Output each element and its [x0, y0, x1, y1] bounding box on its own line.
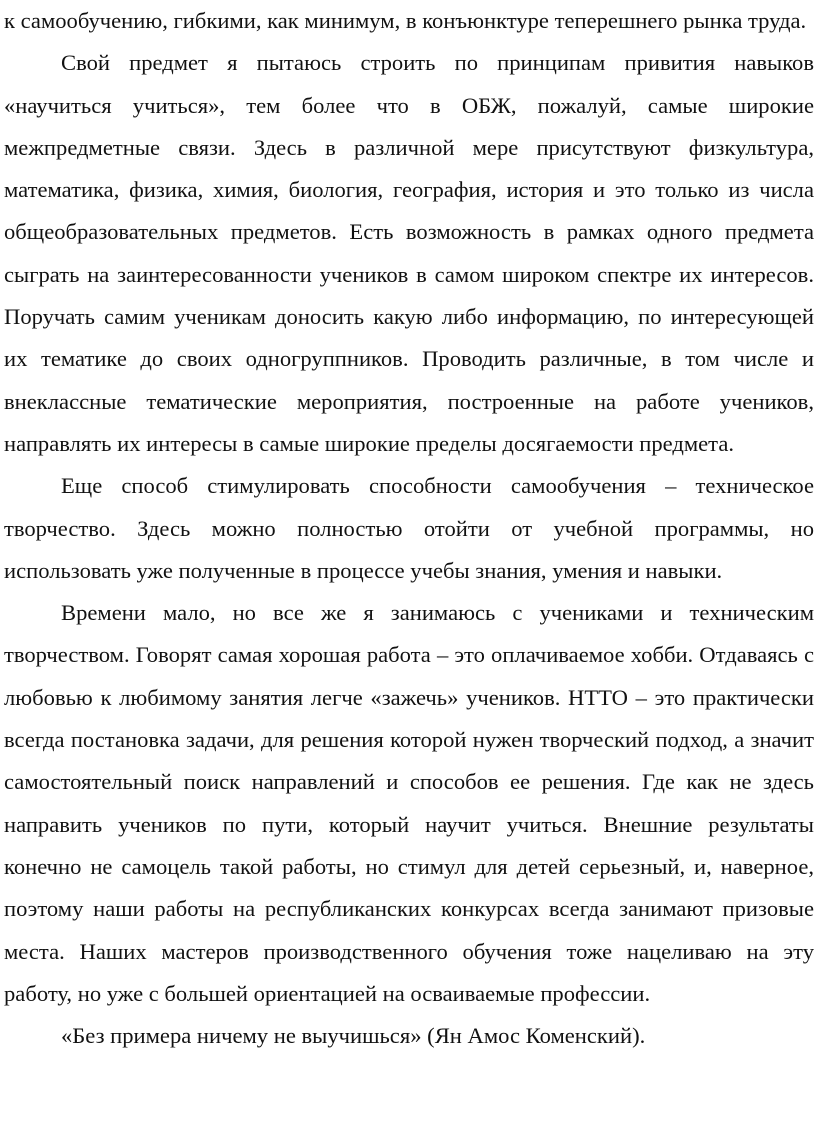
paragraph-continuation: к самообучению, гибкими, как минимум, в конъюнктуре теперешнего рынка труда.: [4, 8, 807, 33]
paragraph-quote: «Без примера ничему не выучишься» (Ян Амос Коменский).: [61, 1023, 646, 1049]
paragraph-time-and-hobby: Времени мало, но все же я занимаюсь с учениками и техническим творчеством. Говорят самая хорошая работа – это оплачиваемое хобби. Отдаваясь с любовью к любимому занятия легче «зажечь» учеников. НТТО – это практически всегда постановка задачи, для решения которой нужен творческий подход, а значит самостоятельный поиск направлений и способов ее решения. Где как не здесь направить учеников по пути, который научит учиться. Внешние результаты конечно не самоцель такой работы, но стимул для детей серьезный, и, наверное, поэтому наши работы на республиканских конкурсах всегда занимают призовые места. Наших мастеров производственного обучения тоже нацеливаю на эту работу, но уже с большей ориентацией на осваиваемые профессии.: [4, 600, 814, 1006]
document-body: [4, 0, 814, 1057]
paragraph-technical-creativity: Еще способ стимулировать способности самообучения – техническое творчество. Здесь можно полностью отойти от учебной программы, но использовать уже полученные в процессе учебы знания, умения и навыки.: [4, 473, 814, 583]
paragraph-subject-approach: Свой предмет я пытаюсь строить по принципам привития навыков «научиться учиться», тем более что в ОБЖ, пожалуй, самые широкие межпредметные связи. Здесь в различной мере присутствуют физкультура, математика, физика, химия, биология, география, история и это только из числа общеобразовательных предметов. Есть возможность в рамках одного предмета сыграть на заинтересованности учеников в самом широком спектре их интересов. Поручать самим ученикам доносить какую либо информацию, по интересующей их тематике до своих одногруппников. Проводить различные, в том числе и внеклассные тематические мероприятия, построенные на работе учеников, направлять их интересы в самые широкие пределы досягаемости предмета.: [4, 50, 814, 456]
